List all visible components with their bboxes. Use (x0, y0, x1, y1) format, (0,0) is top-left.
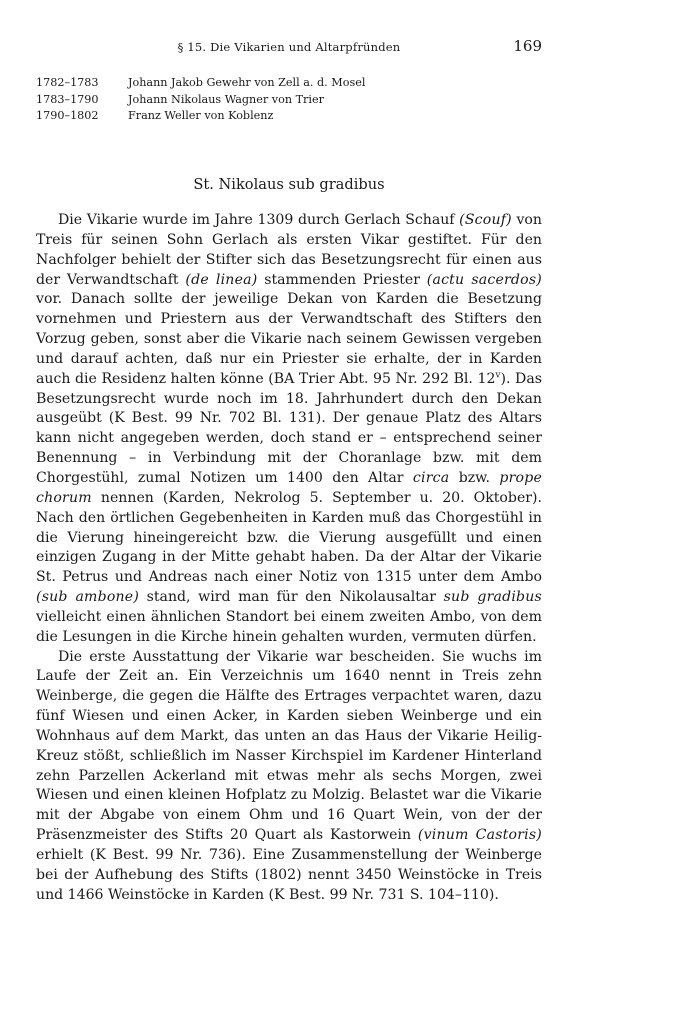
latin-term: (sub ambone) (36, 589, 140, 606)
paragraph-2 (36, 648, 542, 906)
vicar-years: 1783–1790 (36, 92, 99, 106)
latin-term: circa (412, 469, 450, 486)
text-run: nennen (Karden, Nekrolog 5. September u. 20. Oktober). Nach den örtlichen Gegebenheiten in Karden muß das Chorgestühl in die Vierung hineingereicht bzw. die Vierung ausgefüllt und einen einzigen Zugang in der Mitte gehabt haben. Da der Altar der Vikarie St. Petrus und Andreas nach einer Notiz von 1315 unter dem Ambo (36, 489, 542, 586)
text-run: Die erste Ausstattung der Vikarie war bescheiden. Sie wuchs im Laufe der Zeit an. Ein Verzeichnis um 1640 nennt in Treis zehn Weinberge, die gegen die Hälfte des Ertrages verpachtet waren, dazu fünf Wiesen und einen Acker, in Karden sieben Weinberge und ein Wohnhaus auf dem Markt, das unten an das Haus der Vikarie Heilig-Kreuz stößt, schließlich im Nasser Kirchspiel im Kardener Hinterland zehn Parzellen Ackerland mit etwas mehr als sechs Morgen, zwei Wiesen und einen kleinen Hofplatz zu Molzig. Belastet war die Vikarie mit der Abgabe von einem Ohm und 16 Quart Wein, von der der Präsenzmeister des Stifts 20 Quart als Kastorwein (36, 648, 542, 844)
paragraph-1 (36, 211, 542, 648)
text-run: stammenden Priester (257, 271, 427, 288)
page-number: 169 (513, 37, 542, 55)
text-run: Die Vikarie wurde im Jahre 1309 durch Gerlach Schauf (58, 212, 460, 228)
superscript: v (495, 370, 501, 381)
text-run: bzw. (449, 469, 500, 486)
vicar-name: Franz Weller von Koblenz (128, 109, 274, 122)
text-run: ). Das Besetzungsrecht wurde noch im 18. Jahrhundert durch den Dekan ausgeübt (K Best. 99 Nr. 702 Bl. 131). Der genaue Platz des Altars kann nicht angegeben werden, doch stand er – entsprechend seiner Benennung – in Verbindung mit der Choranlage bzw. mit dem Chorgestühl, zumal Notizen um 1400 den Altar (36, 370, 542, 486)
latin-term: (Scouf) (459, 212, 512, 228)
text-run: erhielt (K Best. 99 Nr. 736). Eine Zusammenstellung der Weinberge bei der Aufhebung des Stifts (1802) nennt 3450 Weinstöcke in Treis und 1466 Weinstöcke in Karden (K Best. 99 Nr. 731 S. 104–110). (36, 847, 542, 903)
vicar-entry (36, 92, 546, 109)
latin-term: sub gradibus (443, 589, 542, 606)
vicar-name: Johann Jakob Gewehr von Zell a. d. Mosel (128, 76, 366, 89)
text-run: von Treis für seinen Sohn Gerlach als ersten Vikar gestiftet. Für den Nachfolger behielt der Stifter sich das Besetzungsrecht für einen aus der Verwandtschaft (36, 212, 542, 288)
vicar-entry (36, 75, 546, 92)
vicar-list (36, 75, 546, 125)
vicar-name: Johann Nikolaus Wagner von Trier (128, 92, 324, 106)
section-heading: St. Nikolaus sub gradibus (193, 176, 385, 193)
vicar-years: 1782–1783 (36, 76, 99, 89)
text-run: stand, wird man für den Nikolausaltar (139, 589, 444, 606)
running-title: § 15. Die Vikarien und Altarpfründen (177, 40, 401, 54)
latin-term: (actu sacerdos) (426, 271, 542, 288)
body-text (36, 211, 542, 906)
latin-term: prope chorum (36, 469, 542, 506)
latin-term: (de linea) (185, 271, 258, 288)
text-run: vor. Danach sollte der jeweilige Dekan von Karden die Besetzung vornehmen und Priestern aus der Verwandtschaft des Stifters den Vorzug geben, sonst aber die Vikarie nach seinem Gewissen vergeben und darauf achten, daß nur ein Priester sie erhalte, der in Karden auch die Residenz halten könne (BA Trier Abt. 95 Nr. 292 Bl. 12 (36, 291, 542, 387)
vicar-years: 1790–1802 (36, 109, 99, 122)
vicar-entry (36, 108, 546, 125)
text-run: vielleicht einen ähnlichen Standort bei einem zweiten Ambo, von dem die Lesungen in die Kirche hinein gehalten wurden, vermuten dürfen. (36, 608, 542, 645)
latin-term: (vinum Castoris) (417, 827, 542, 844)
